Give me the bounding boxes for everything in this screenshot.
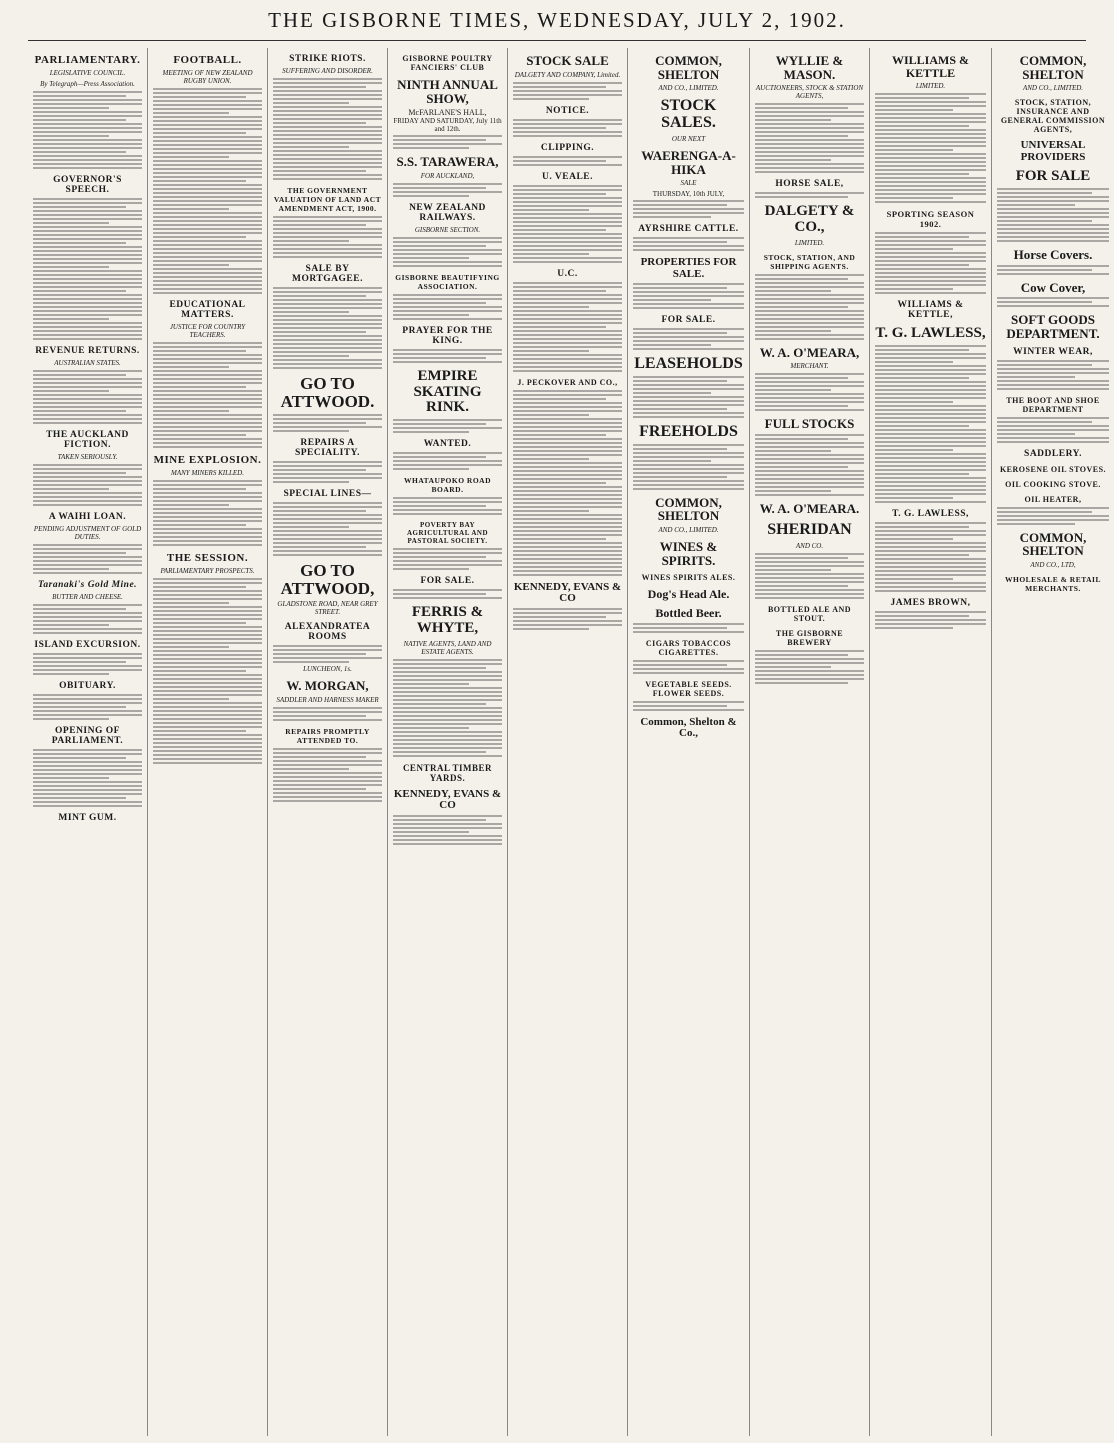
newspaper-title: THE GISBORNE TIMES, WEDNESDAY, JULY 2, 1902. [268,8,846,32]
ad-text [633,283,744,309]
column-4 [388,48,508,1436]
article-text [33,370,142,424]
ad-text [875,522,986,592]
ad-ninth-show: NINTH ANNUAL SHOW, [397,77,498,106]
subhead-legislative-council: LEGISLATIVE COUNCIL. [49,69,126,77]
masthead-rule [28,40,1086,41]
ad-text [273,748,382,802]
ad-kerosene-oil-stoves: KEROSENE OIL STOVES. [999,464,1107,474]
notice-text [393,497,502,515]
ad-text [875,345,986,503]
article-text [273,78,382,180]
ad-soft-goods: SOFT GOODS DEPARTMENT. [1006,312,1100,342]
headline-auckland-fiction: THE AUCKLAND FICTION. [46,430,129,450]
ad-w-a-omeara: W. A. O'MEARA, [759,344,860,360]
ad-saddler: SADDLER AND HARNESS MAKER [276,696,379,705]
byline: By Telegraph—Press Association. [40,80,135,88]
ad-text [755,650,864,684]
subhead-butter-cheese: BUTTER AND CHEESE. [52,593,123,601]
ad-winter-wear: WINTER WEAR, [1013,346,1093,357]
ad-text [513,608,622,630]
ad-common-shelton-ltd-4: AND CO., LIMITED. [1022,84,1084,93]
ad-text [997,188,1109,242]
ad-text [875,611,986,629]
ad-kennedy-evans: KENNEDY, EVANS & CO [393,787,502,812]
ad-saddlery: SADDLERY. [1024,448,1082,459]
ad-wyllie-mason: WYLLIE & MASON. [775,53,844,82]
ad-sheridan-co: AND CO. [795,541,824,550]
ad-text [273,707,382,721]
ad-attwood-address: GLADSTONE ROAD, NEAR GREY STREET. [277,600,378,617]
ad-cow-cover: Cow Cover, [1020,279,1086,295]
ad-show-date: FRIDAY AND SATURDAY, July 11th and 12th. [393,117,502,134]
headline-strike-riots: STRIKE RIOTS. [289,54,366,64]
ad-full-stocks: FULL STOCKS [764,416,855,432]
article-text [153,88,262,294]
notice-heading: NOTICE. [545,105,590,116]
column-5 [508,48,628,1436]
article-text [153,578,262,764]
ad-wines-spirits-ales: WINES SPIRITS ALES. [641,573,736,583]
ad-text [997,297,1109,307]
ad-poultry-club: GISBORNE POULTRY FANCIERS' CLUB [402,54,493,72]
notice-text [513,119,622,137]
headline-obituary: OBITUARY. [59,681,116,691]
ad-repairs-speciality: REPAIRS A SPECIALITY. [294,437,361,458]
headline-governors-speech: GOVERNOR'S SPEECH. [53,175,122,195]
ad-text [755,373,864,411]
subhead-rugby-union: MEETING OF NEW ZEALAND RUGBY UNION. [162,69,253,85]
masthead [0,8,1114,48]
ad-text [755,553,864,599]
subhead-suffering-disorder: SUFFERING AND DISORDER. [282,67,373,75]
ad-text [513,185,622,263]
ad-for-sale-2: FOR SALE. [661,315,716,326]
ad-tg-lawless-2: T. G. LAWLESS, [892,508,969,519]
ad-text [633,660,744,674]
headline-waihi-loan: A WAIHI LOAN. [48,512,127,522]
ad-common-shelton-ltd: AND CO., LIMITED. [658,84,719,93]
ad-common-shelton-ltd-2: AND CO., LIMITED. [658,526,719,535]
ad-go-to-attwood-2: GO TO ATTWOOD, [280,560,375,598]
article-text [33,198,142,340]
ad-for-sale-3: FOR SALE [1015,168,1091,185]
headline-the-session: THE SESSION. [166,552,249,564]
ad-wholesale-retail: WHOLESALE & RETAIL MERCHANTS. [1005,574,1101,593]
ad-dalgety-company: DALGETY AND COMPANY, Limited. [514,70,621,79]
ad-james-brown: JAMES BROWN, [890,597,971,608]
column-2 [148,48,268,1436]
ad-text [633,328,744,350]
ad-text [393,452,502,470]
ad-properties-for-sale: PROPERTIES FOR SALE. [640,256,737,280]
subhead-miners-killed: MANY MINERS KILLED. [171,469,244,477]
ad-dalgety-co: DALGETY & CO., [764,203,855,236]
ad-text [393,419,502,433]
ad-dalgety-limited: LIMITED. [794,238,825,247]
ad-text [393,589,502,599]
ad-special-lines: SPECIAL LINES— [283,488,372,499]
ad-alexandra-tea-rooms: ALEXANDRATEA ROOMS [284,622,371,643]
notice-text [393,294,502,320]
column-7 [750,48,870,1436]
article-text [33,653,142,675]
ad-central-timber-yards: CENTRAL TIMBER YARDS. [402,762,493,783]
ad-ferris-whyte: FERRIS & WHYTE, [411,604,484,636]
ad-text [633,376,744,418]
ad-williams-kettle: WILLIAMS & KETTLE [891,53,969,80]
ad-text [393,815,502,845]
ad-luncheon: LUNCHEON, 1s. [303,665,352,674]
ad-stock-sales: STOCK SALES. [660,97,717,132]
notice-agricultural-society: POVERTY BAY AGRICULTURAL AND PASTORAL SOCIETY. [406,521,489,546]
subhead-australian-states: AUSTRALIAN STATES. [54,359,121,367]
ad-for-sale: FOR SALE. [420,576,475,587]
ad-go-to-attwood: GO TO ATTWOOD. [280,374,375,411]
ad-universal-providers: UNIVERSAL PROVIDERS [1020,139,1086,163]
ad-text [997,265,1109,275]
ad-empire-skating-rink: EMPIRE SKATING RINK. [413,367,482,416]
ad-text [273,645,382,663]
ad-text [633,444,744,490]
headline-opening-parliament: OPENING OF PARLIAMENT. [51,726,124,746]
notice-valuation-act: THE GOVERNMENT VALUATION OF LAND ACT AMENDMENT ACT, 1900. [273,186,382,213]
ad-horse-sale: HORSE SALE, [775,179,844,190]
article-text [33,749,142,807]
ad-text [875,232,986,294]
ad-kennedy-evans-2: KENNEDY, EVANS & CO [513,580,622,605]
headline-educational-matters: EDUCATIONAL MATTERS. [169,300,246,320]
ad-oil-heater: OIL HEATER, [1024,494,1082,504]
ad-text [273,414,382,432]
ad-stock-sale: STOCK SALE [526,53,609,68]
subhead-taken-seriously: TAKEN SERIOUSLY. [57,453,118,461]
ad-text [393,183,502,197]
headline-football: FOOTBALL. [173,54,242,66]
ad-bottled-ale-stout: BOTTLED ALE AND STOUT. [767,604,852,623]
ad-text [755,274,864,340]
ad-text [633,237,744,251]
column-1 [28,48,148,1436]
ad-williams-limited: LIMITED. [915,82,946,91]
ad-vegetable-seeds: VEGETABLE SEEDS. FLOWER SEEDS. [645,679,732,698]
ad-ayrshire-cattle: AYRSHIRE CATTLE. [638,224,739,235]
ad-cigars-tobaccos: CIGARS TOBACCOS CIGARETTES. [645,638,732,657]
headline-mine-explosion: MINE EXPLOSION. [153,454,262,466]
ad-text [633,200,744,218]
ad-waerenga-a-hika: WAERENGA-A-HIKA [641,147,736,177]
subhead-parliamentary-prospects: PARLIAMENTARY PROSPECTS. [160,567,255,575]
ad-sheridan: SHERIDAN [767,520,852,538]
ad-sale: SALE [680,179,697,188]
ad-sporting-season: SPORTING SEASON 1902. [886,209,975,230]
ad-text [513,282,622,372]
ad-show-venue: McFARLANE'S HALL, [408,108,487,118]
article-text [33,604,142,634]
ad-text [633,701,744,711]
notice-beautifying-association: GISBORNE BEAUTIFYING ASSOCIATION. [395,272,500,291]
subhead-gold-duties: PENDING ADJUSTMENT OF GOLD DUTIES. [33,525,142,541]
ad-common-shelton-3: Common, Shelton & Co., [640,715,737,740]
ad-text [393,659,502,757]
ad-clipping: CLIPPING. [540,142,595,153]
ad-text [755,434,864,496]
ad-text [875,93,986,203]
ad-boot-shoe: THE BOOT AND SHOE DEPARTMENT [1006,395,1100,414]
notice-text [393,548,502,570]
ad-williams-kettle-2: WILLIAMS & KETTLE, [897,300,964,321]
headline-taranaki-gold-mine: Taranaki's Gold Mine. [37,580,138,590]
headline-revenue-returns: REVENUE RETURNS. [35,346,140,356]
article-text [153,342,262,448]
headline-mint-gum: MINT GUM. [58,813,117,823]
ad-oil-cooking-stove: OIL COOKING STOVE. [1005,479,1101,489]
column-9 [992,48,1114,1436]
headline-island-excursion: ISLAND EXCURSION. [34,640,141,650]
ad-text [997,360,1109,390]
ad-text [513,390,622,576]
ad-text [997,417,1109,443]
ad-text [273,461,382,483]
notice-prayer-king: PRAYER FOR THE KING. [402,325,493,346]
ad-text [633,623,744,633]
ad-horse-covers: Horse Covers. [1013,247,1093,263]
ad-common-shelton: COMMON, SHELTON [655,53,722,82]
ad-common-shelton-4: COMMON, SHELTON [1019,53,1087,82]
ad-text [755,103,864,173]
ad-u-veale: U. VEALE. [541,171,594,182]
notice-nz-railways: NEW ZEALAND RAILWAYS. [409,202,486,223]
ad-peckover: J. PECKOVER AND CO., [517,377,618,387]
ad-w-morgan: W. MORGAN, [286,678,369,694]
notice-text [273,216,382,258]
article-text [33,91,142,169]
ad-text [513,156,622,166]
ad-our-next: OUR NEXT [671,134,706,143]
ad-common-shelton-2: COMMON, SHELTON [655,494,722,524]
columns [28,48,1114,1436]
ad-bottled-beer: Bottled Beer. [655,606,722,620]
ad-text [393,135,502,149]
notice-gisborne-section: GISBORNE SECTION. [414,225,481,234]
subhead-country-teachers: JUSTICE FOR COUNTRY TEACHERS. [169,323,246,339]
article-text [153,480,262,546]
ad-stock-station-agents: STOCK, STATION, AND SHIPPING AGENTS. [763,252,856,271]
ad-ss-tarawera: S.S. TARAWERA, [396,154,499,170]
article-text [33,464,142,506]
headline-parliamentary: PARLIAMENTARY. [34,54,141,66]
notice-whataupoko-road-board: WHATAUPOKO ROAD BOARD. [403,476,491,495]
column-3 [268,48,388,1436]
ad-common-shelton-ltd-5: AND CO., LTD, [1030,560,1076,569]
ad-sale-date: THURSDAY, 10th JULY, [652,190,725,199]
column-6 [628,48,750,1436]
ad-text [997,507,1109,525]
notice-text [273,287,382,369]
ad-merchant: MERCHANT. [790,362,829,371]
notice-text [393,237,502,267]
ad-gisborne-brewery: THE GISBORNE BREWERY [775,628,844,647]
notice-text [393,349,502,363]
article-text [33,694,142,720]
article-text [33,544,142,574]
ad-dogs-head-ale: Dog's Head Ale. [647,587,730,602]
ad-text [273,502,382,556]
ad-native-agents: NATIVE AGENTS, LAND AND ESTATE AGENTS. [403,639,492,656]
ad-text [755,192,864,198]
column-8 [870,48,992,1436]
ad-common-shelton-5: COMMON, SHELTON [1019,529,1087,559]
ad-w-a-omeara-2: W. A. O'MEARA. [759,501,860,517]
ad-wines-spirits: WINES & SPIRITS. [659,539,718,568]
headline-sale-by-mortgagee: SALE BY MORTGAGEE. [292,264,363,284]
ad-leaseholds: LEASEHOLDS [634,355,743,373]
ad-tg-lawless: T. G. LAWLESS, [875,325,986,342]
ad-wyllie-auctioneers: AUCTIONEERS, STOCK & STATION AGENTS, [755,84,864,101]
ad-commission-agents: STOCK, STATION, INSURANCE AND GENERAL COMMISSION AGENTS, [1000,98,1106,135]
ad-text [513,82,622,100]
ad-repairs-promptly: REPAIRS PROMPTLY ATTENDED TO. [285,727,370,746]
ad-uc: U.C. [557,268,578,279]
ad-freeholds: FREEHOLDS [639,423,738,441]
ad-for-auckland: FOR AUCKLAND, [420,171,475,180]
ad-wanted: WANTED. [423,439,472,450]
